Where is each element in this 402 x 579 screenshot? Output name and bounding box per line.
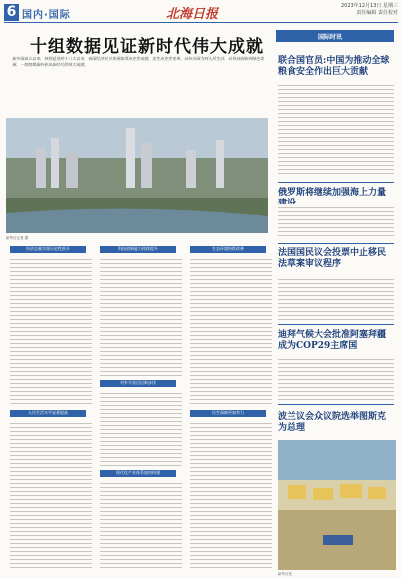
date-line	[341, 3, 398, 17]
photo-caption: 新华社记者 摄	[6, 236, 29, 240]
header-rule	[4, 22, 398, 23]
newspaper-logo: 北海日报	[166, 7, 219, 22]
story-divider	[278, 243, 394, 244]
story-divider	[278, 324, 394, 325]
conference-photo	[278, 440, 396, 570]
subhead-6: 民生保障更加有力	[212, 410, 244, 415]
subhead-2: 科技创新能力持续提升	[118, 246, 158, 251]
article-column-6	[190, 420, 272, 570]
lead-paragraph: 新中国成立以来，特别是党的十八大以来，我国经济社会发展取得历史性成就、发生历史性变革。从综合国力到人民生活，从科技创新到绿色发展，一组组数据折射出新时代的伟大成就。	[12, 56, 264, 67]
subhead-box	[100, 380, 176, 387]
story-headline-1: 联合国官员:中国为推动全球粮食安全作出巨大贡献	[278, 56, 390, 77]
subhead-3: 人民生活水平显著提高	[28, 410, 68, 415]
subhead-4: 对外开放迈出新步伐	[120, 380, 156, 385]
photo2-caption: 新华社发	[278, 572, 292, 576]
main-headline: 十组数据见证新时代伟大成就	[30, 37, 264, 57]
article-column-3	[190, 256, 272, 406]
city-skyline-photo	[6, 118, 268, 233]
story-body-4	[278, 356, 394, 400]
subhead-box	[190, 410, 266, 417]
story-divider	[278, 404, 394, 405]
subhead-box	[100, 470, 176, 477]
article-column-1	[10, 256, 92, 406]
story-headline-2: 俄罗斯将继续加强海上力量	[278, 188, 387, 198]
story-headline-3: 法国国民议会投票中止移民法草案审议程序	[278, 248, 387, 269]
story-body-2	[278, 204, 394, 239]
date-text: 2023年12月13日 星期三	[340, 3, 398, 9]
story-body-3	[278, 276, 394, 320]
subhead-7: 现代化产业体系加快构建	[116, 470, 160, 475]
subhead-box	[100, 246, 176, 253]
article-column-5	[100, 390, 182, 466]
article-column-2	[100, 256, 182, 376]
subhead-box	[10, 246, 86, 253]
subhead-1: 经济总量实现历史性跃升	[26, 246, 70, 251]
subhead-box	[190, 246, 266, 253]
skyline-image	[6, 118, 268, 233]
section-band	[276, 30, 394, 42]
story-headline-5: 波兰议会众议院选举图斯克为总理	[278, 412, 387, 433]
section-band-label: 国际时讯	[318, 34, 343, 41]
story-divider	[278, 182, 394, 183]
section-title: 国内·国际	[22, 10, 71, 21]
editor-text: 责任编辑 责任校对	[356, 10, 398, 16]
conference-image	[278, 440, 396, 570]
subhead-5: 生态环境持续改善	[212, 246, 244, 251]
subhead-box	[10, 410, 86, 417]
page-number: 6	[4, 4, 19, 21]
article-column-4	[10, 420, 92, 570]
article-column-7	[100, 480, 182, 570]
story-headline-4: 迪拜气候大会批准阿塞拜疆成为COP29主席国	[278, 330, 387, 351]
story-body-1	[278, 82, 394, 177]
